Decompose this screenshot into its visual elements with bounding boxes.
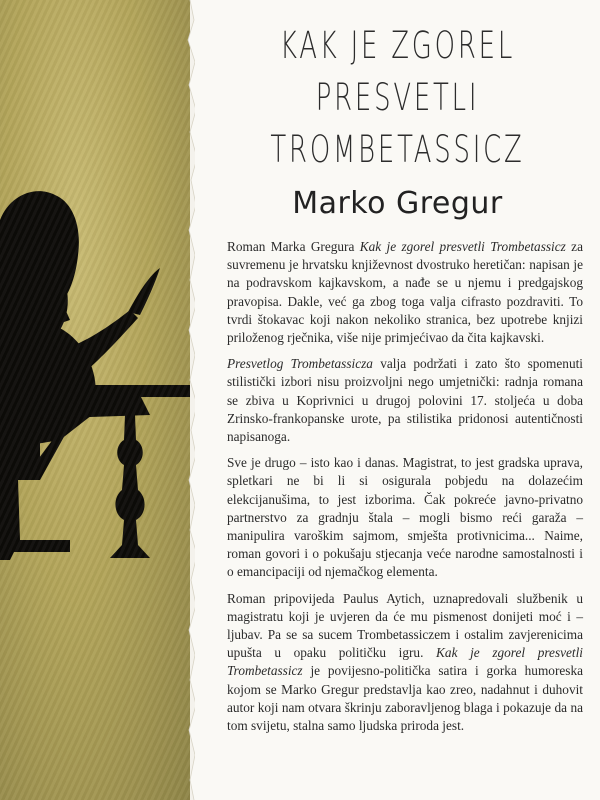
- blurb-paragraph: [227, 355, 583, 446]
- blurb-paragraph: [227, 590, 583, 736]
- text-span: Roman pripovijeda Paulus Aytich, uznapredovali službenik u magistratu koji je uvjeren da će mu pismenost donijeti moć i – ljubav. Pa se sa sucem Trombetassiczem i ostalim zavjerenicima upušta u opaku političku igru.: [227, 590, 583, 661]
- blurb-paragraph: [227, 454, 583, 581]
- italic-title-span: Kak je zgorel presvetli Trombetassicz: [227, 645, 584, 679]
- text-span: za suvremenu je hrvatsku književnost dvostruko heretičan: napisan je na podravskom kajkavskom, a nađe se u njemu i predgajskog pravopisa. Dakle, već ga zbog toga valja cifrasto pozdraviti. To tvrdi štokavac koji nakon nekoliko stranica, bez upotrebe knjizi priloženog rječnika, više nije primjećivao da čita kajkavski.: [227, 239, 583, 346]
- blurb-paragraph: [227, 238, 583, 347]
- book-title: [256, 20, 540, 176]
- monk-writer-silhouette: [0, 180, 190, 600]
- cover-illustration-panel: [0, 0, 190, 800]
- text-span: valja podržati i zato što spomenuti stilistički izbori nisu proizvoljni nego umjetnički: radnja romana se zbiva u Koprivnici u drugoj polovini 17. stoljeća u doba Zrinsko-frankopanske urote, pa stilistika pridonosi autentičnosti napisanoga.: [227, 356, 583, 445]
- italic-title-span: Kak je zgorel presvetli Trombetassicz: [359, 239, 566, 254]
- title-line: PRESVETLI: [315, 76, 480, 119]
- title-line: KAK JE ZGOREL: [279, 24, 516, 67]
- author-name: Marko Gregur: [292, 186, 503, 221]
- text-span: je povijesno-politička satira i gorka humoreska kojom se Marko Gregur predstavlja kao zreo, nadahnut i duhovit autor koji nam otvara škrinju zaboravljenog blaga i pokazuje da na tom svijetu, stalna samo ljudska priroda jest.: [227, 663, 583, 734]
- blurb-text: [227, 238, 583, 743]
- title-line: TROMBETASSICZ: [270, 128, 525, 171]
- italic-title-span: Presvetlog Trombetassicza: [227, 356, 373, 372]
- text-span: Sve je drugo – isto kao i danas. Magistrat, to jest gradska uprava, spletkari ne bi li si osigurala pobjedu na dolazećim elekcijanušima, to jest izborima. Čak pokreće javno-privatno partnerstvo za gradnju štala – mogli bismo reći garaža – manipulira varoškim sajmom, smješta protivnicima... Naime, roman govori i o pokušaju stjecanja veće narodne samostalnosti i o emancipaciji od njemačkog elementa.: [227, 455, 583, 580]
- text-span: Roman Marka Gregura: [227, 239, 360, 254]
